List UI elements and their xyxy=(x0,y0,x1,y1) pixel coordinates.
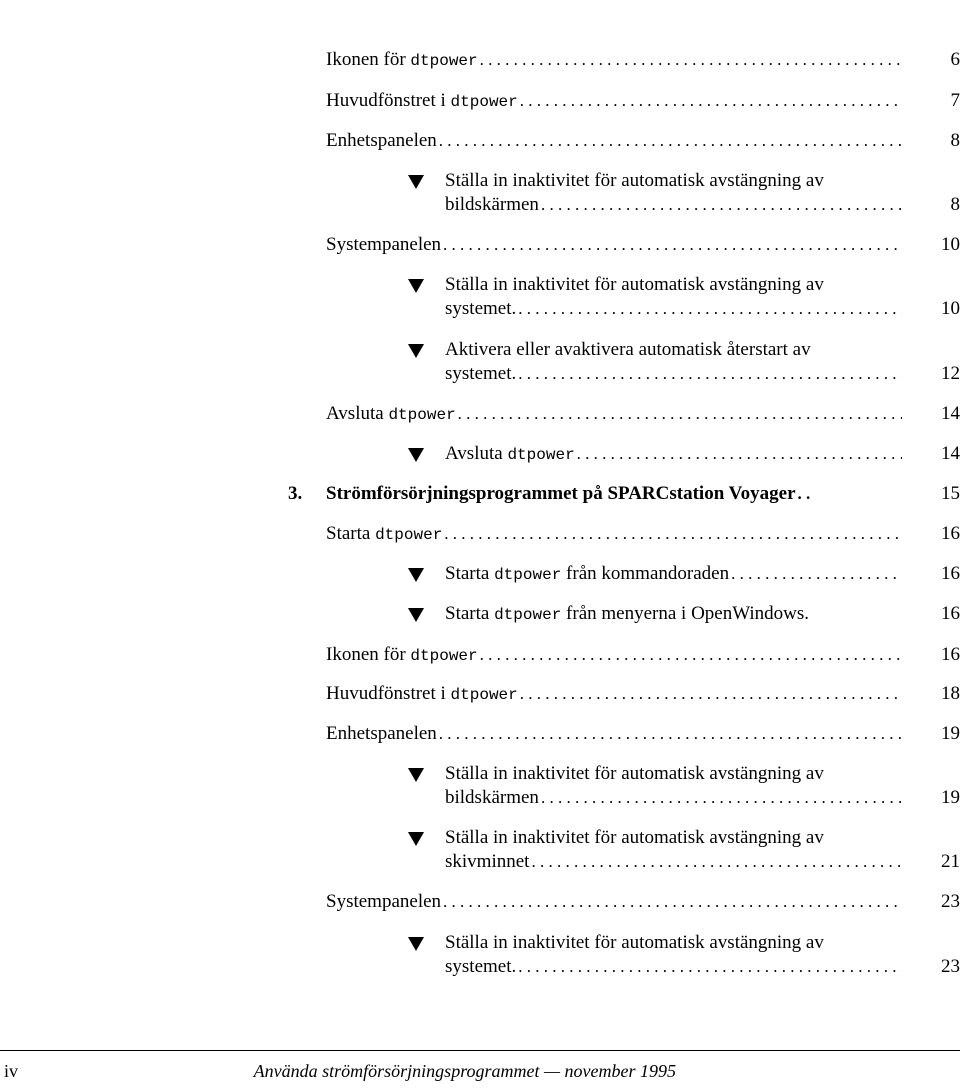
toc-entry-label-line2: systemet. xyxy=(445,956,517,977)
toc-subentry-systemet-inaktivitet[interactable] xyxy=(408,273,960,321)
toc-entry-suffix: från menyerna i OpenWindows. xyxy=(561,603,810,624)
footer-title: Använda strömförsörjningsprogrammet — november 1995 xyxy=(253,1061,676,1081)
triangle-bullet-icon xyxy=(408,344,424,358)
toc-subentry-skivminnet[interactable] xyxy=(408,826,960,874)
leader-dots xyxy=(575,442,902,466)
toc-entry-suffix: från kommandoraden xyxy=(561,563,730,584)
toc-entry-page: 6 xyxy=(950,49,960,70)
toc-entry-page: 10 xyxy=(941,298,960,319)
toc-entry-page: 21 xyxy=(941,851,960,872)
toc-entry-code: dtpower xyxy=(494,566,562,584)
toc-entry-code: dtpower xyxy=(388,406,456,424)
toc-entry-label-line1: Ställa in inaktivitet för automatisk avstängning av xyxy=(445,932,824,953)
leader-dots xyxy=(516,362,902,386)
leader-dots xyxy=(796,482,902,506)
toc-entry-label-line2: bildskärmen xyxy=(445,194,539,215)
triangle-bullet-icon xyxy=(408,568,424,582)
toc-entry-page: 23 xyxy=(941,956,960,977)
triangle-bullet-icon xyxy=(408,448,424,462)
leader-dots xyxy=(518,89,902,113)
footer-rule xyxy=(0,1050,960,1051)
toc-subentry-systemet-2[interactable] xyxy=(408,931,960,979)
leader-dots xyxy=(437,722,902,746)
toc-entry-enhetspanelen-2[interactable] xyxy=(326,722,960,746)
leader-dots xyxy=(539,786,902,810)
toc-subentry-bildskarmen[interactable] xyxy=(408,169,960,217)
toc-entry-page: 19 xyxy=(941,723,960,744)
triangle-bullet-icon xyxy=(408,608,424,622)
leader-dots xyxy=(442,522,902,546)
toc-entry-page: 8 xyxy=(950,130,960,151)
toc-entry-enhetspanelen[interactable] xyxy=(326,129,960,153)
triangle-bullet-icon xyxy=(408,279,424,293)
toc-entry-page: 16 xyxy=(941,644,960,665)
toc-entry-label: Avsluta xyxy=(326,403,389,424)
toc-entry-code: dtpower xyxy=(410,647,478,665)
toc-entry-page: 18 xyxy=(941,683,960,704)
toc-entry-label: Systempanelen xyxy=(326,891,442,912)
toc-entry-label-line1: Ställa in inaktivitet för automatisk avstängning av xyxy=(445,827,824,848)
toc-entry-label: Huvudfönstret i xyxy=(326,90,451,111)
leader-dots xyxy=(441,233,902,257)
toc-entry-page: 8 xyxy=(950,194,960,215)
toc-entry-page: 10 xyxy=(941,234,960,255)
toc-entry-label: Systempanelen xyxy=(326,234,442,255)
toc-entry-page: 14 xyxy=(941,443,960,464)
toc-entry-label: Avsluta xyxy=(445,443,508,464)
toc-entry-page: 15 xyxy=(941,483,960,504)
toc-entry-page: 23 xyxy=(941,891,960,912)
leader-dots xyxy=(539,193,902,217)
toc-entry-code: dtpower xyxy=(507,446,575,464)
toc-subentry-starta-kommandoraden[interactable] xyxy=(408,562,960,587)
toc-entry-page: 14 xyxy=(941,403,960,424)
chapter-number: 3. xyxy=(288,483,303,504)
toc-entry-label: Starta xyxy=(326,523,376,544)
toc-entry-label: Ikonen för xyxy=(326,644,411,665)
leader-dots xyxy=(478,643,902,667)
toc-entry-systempanelen[interactable] xyxy=(326,233,960,257)
toc-entry-label: Enhetspanelen xyxy=(326,723,437,744)
toc-entry-ikonen-for-dtpower[interactable] xyxy=(326,48,960,73)
leader-dots xyxy=(518,682,902,706)
triangle-bullet-icon xyxy=(408,937,424,951)
toc-subentry-bildskarmen-2[interactable] xyxy=(408,762,960,810)
toc-entry-page: 16 xyxy=(941,563,960,584)
leader-dots xyxy=(437,129,902,153)
toc-entry-ikonen-for-dtpower-2[interactable] xyxy=(326,643,960,668)
toc-entry-starta-dtpower[interactable] xyxy=(326,522,960,547)
toc-entry-label-line1: Ställa in inaktivitet för automatisk avstängning av xyxy=(445,274,824,295)
leader-dots xyxy=(516,955,902,979)
toc-entry-label-line2: skivminnet xyxy=(445,851,530,872)
toc-subentry-avsluta-dtpower[interactable] xyxy=(408,442,960,467)
leader-dots xyxy=(729,562,902,586)
toc-entry-page: 19 xyxy=(941,787,960,808)
footer-page-number: iv xyxy=(4,1061,19,1081)
toc-entry-page: 7 xyxy=(950,90,960,111)
toc-entry-label: Starta xyxy=(445,603,495,624)
toc-entry-label: Ikonen för xyxy=(326,49,411,70)
toc-entry-label: Starta xyxy=(445,563,495,584)
toc-entry-code: dtpower xyxy=(450,93,518,111)
toc-subentry-starta-openwindows[interactable] xyxy=(408,602,960,627)
leader-dots xyxy=(456,402,902,426)
toc-entry-page: 16 xyxy=(941,523,960,544)
toc-entry-page: 16 xyxy=(941,603,960,624)
toc-entry-code: dtpower xyxy=(410,52,478,70)
toc-entry-label-line2: bildskärmen xyxy=(445,787,539,808)
toc-entry-label: Enhetspanelen xyxy=(326,130,437,151)
toc-entry-label-line2: systemet. xyxy=(445,363,517,384)
toc-entry-code: dtpower xyxy=(450,686,518,704)
toc-entry-code: dtpower xyxy=(375,526,443,544)
toc-entry-label-line2: systemet. xyxy=(445,298,517,319)
leader-dots xyxy=(478,48,902,72)
chapter-title: Strömförsörjningsprogrammet på SPARCstation Voyager xyxy=(326,483,796,504)
toc-entry-label-line1: Ställa in inaktivitet för automatisk avstängning av xyxy=(445,170,824,191)
toc-entry-label-line1: Ställa in inaktivitet för automatisk avstängning av xyxy=(445,763,824,784)
toc-entry-label: Huvudfönstret i xyxy=(326,683,451,704)
leader-dots xyxy=(441,890,902,914)
toc-chapter-3[interactable] xyxy=(288,482,960,506)
toc-entry-huvudfonstret-i-dtpower[interactable] xyxy=(326,89,960,114)
leader-dots xyxy=(516,297,902,321)
toc-entry-avsluta-dtpower[interactable] xyxy=(326,402,960,427)
leader-dots xyxy=(529,850,902,874)
triangle-bullet-icon xyxy=(408,832,424,846)
triangle-bullet-icon xyxy=(408,768,424,782)
toc-entry-systempanelen-2[interactable] xyxy=(326,890,960,914)
toc-subentry-aterstart[interactable] xyxy=(408,338,960,386)
toc-entry-page: 12 xyxy=(941,363,960,384)
toc-entry-label-line1: Aktivera eller avaktivera automatisk återstart av xyxy=(445,339,811,360)
toc-entry-huvudfonstret-i-dtpower-2[interactable] xyxy=(326,682,960,707)
toc-entry-code: dtpower xyxy=(494,606,562,624)
triangle-bullet-icon xyxy=(408,175,424,189)
